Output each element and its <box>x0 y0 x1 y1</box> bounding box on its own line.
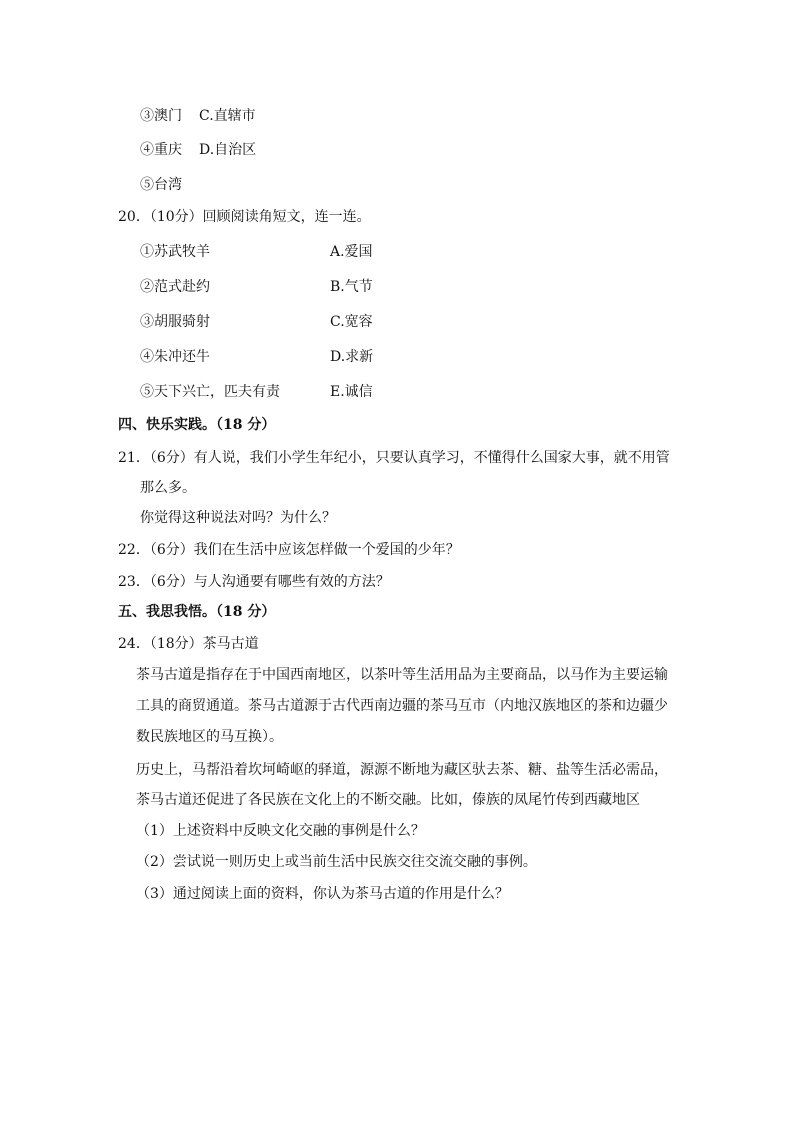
q20-right-item: C.宽容 <box>330 314 373 330</box>
q21-text: 你觉得这种说法对吗？为什么？ <box>140 510 336 526</box>
q22-text: 22．（6分）我们在生活中应该怎样做一个爱国的少年？ <box>118 542 460 558</box>
q20-right-item: E.诚信 <box>330 384 373 400</box>
q20-right-item: B.气节 <box>330 279 373 295</box>
q19-option-left: ④重庆 <box>140 142 182 158</box>
q20-left-item: ⑤天下兴亡，匹夫有责 <box>140 384 280 400</box>
sub-question: （1）上述资料中反映文化交融的事例是什么？ <box>136 823 425 839</box>
passage-line: 数民族地区的马互换）。 <box>136 729 283 745</box>
passage-line: 茶马古道还促进了各民族在文化上的不断交融。比如，傣族的凤尾竹传到西藏地区 <box>136 792 640 808</box>
q20-left-item: ④朱冲还牛 <box>140 349 210 365</box>
q23-text: 23．（6分）与人沟通要有哪些有效的方法？ <box>118 574 390 590</box>
sub-question: （3）通过阅读上面的资料，你认为茶马古道的作用是什么？ <box>136 886 509 902</box>
section-heading: 四、快乐实践。（18 分） <box>118 417 276 433</box>
q21-text: 那么多。 <box>140 480 196 496</box>
q20-right-item: D.求新 <box>330 349 374 365</box>
q20-left-item: ①苏武牧羊 <box>140 244 210 260</box>
q20-left-item: ②范式赴约 <box>140 279 210 295</box>
q19-option-left: ③澳门 <box>140 108 182 124</box>
q20-right-item: A.爱国 <box>330 244 373 260</box>
q24-stem: 24．（18分）茶马古道 <box>118 636 259 652</box>
passage-line: 工具的商贸通道。茶马古道源于古代西南边疆的茶马互市（内地汉族地区的茶和边疆少 <box>136 698 668 714</box>
q20-left-item: ③胡服骑射 <box>140 314 210 330</box>
q19-option-right: D.自治区 <box>199 142 257 158</box>
q19-option-right: C.直辖市 <box>199 108 256 124</box>
section-heading: 五、我思我悟。（18 分） <box>118 604 276 620</box>
q21-text: 21．（6分）有人说，我们小学生年纪小，只要认真学习，不懂得什么国家大事，就不用管 <box>118 450 670 466</box>
sub-question: （2）尝试说一则历史上或当前生活中民族交往交流交融的事例。 <box>136 854 537 870</box>
passage-line: 历史上，马帮沿着坎坷崎岖的驿道，源源不断地为藏区驮去茶、糖、盐等生活必需品， <box>136 762 668 778</box>
q20-stem: 20．（10分）回顾阅读角短文，连一连。 <box>118 209 371 225</box>
passage-line: 茶马古道是指存在于中国西南地区，以茶叶等生活用品为主要商品，以马作为主要运输 <box>136 667 668 683</box>
q19-option-left: ⑤台湾 <box>140 177 182 193</box>
